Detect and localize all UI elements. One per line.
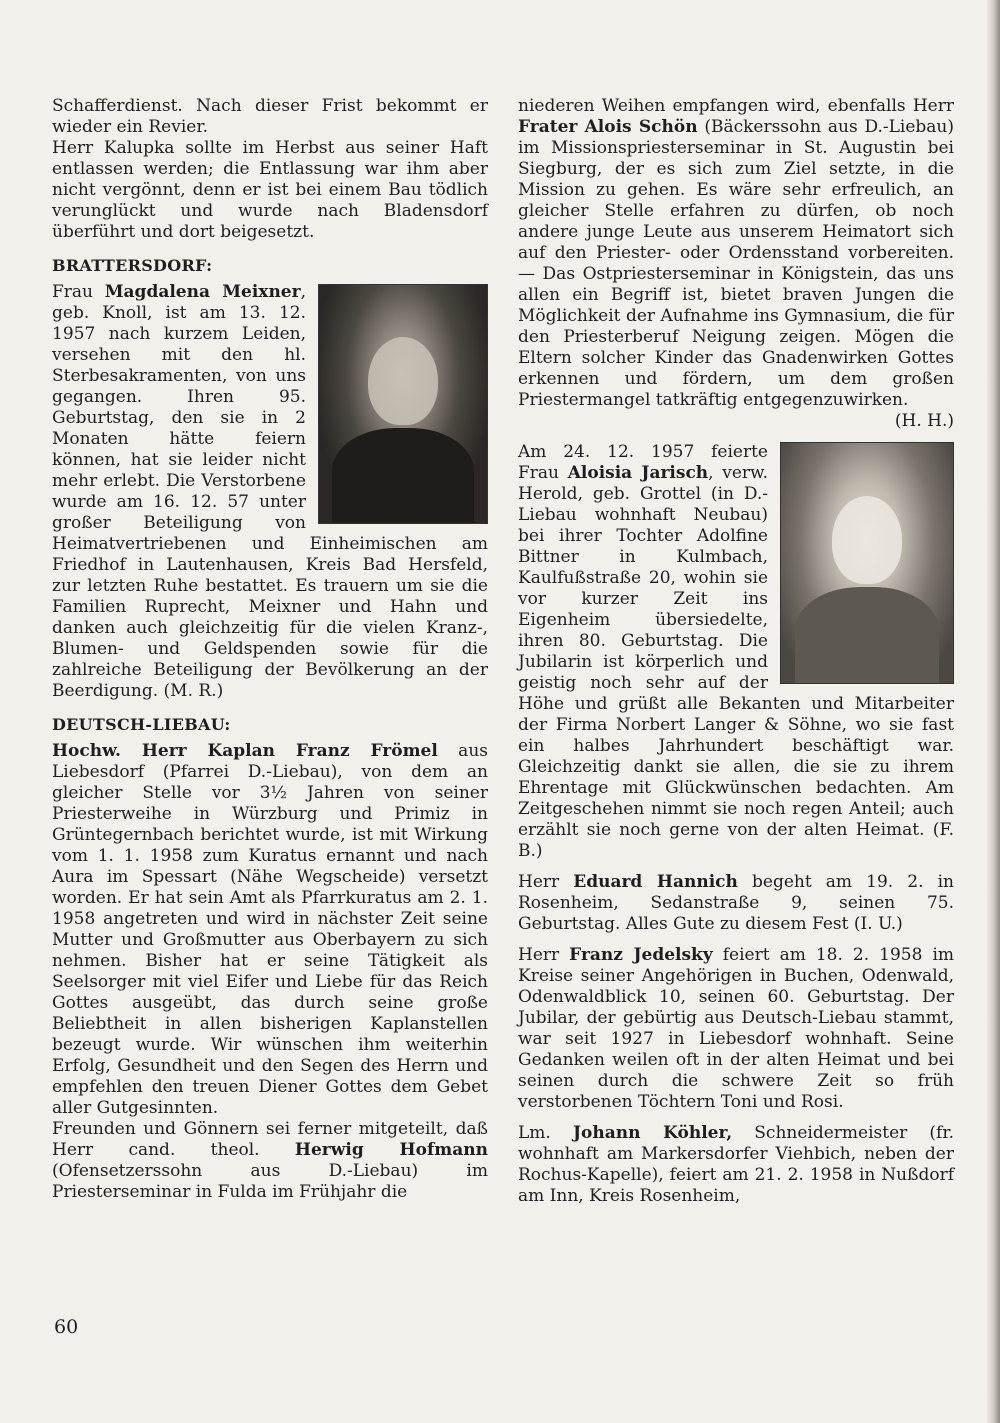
name-meixner: Magdalena Meixner [104,282,301,302]
page-edge-shadow [986,0,1000,1423]
paragraph-jedelsky: Herr Franz Jedelsky feiert am 18. 2. 1958 im Kreise seiner Angehörigen in Buchen, Odenwald, Odenwaldblick 10, seinen 60. Geburtstag. Der Jubilar, der gebürtig aus Deutsch-Liebau stammt, war seit 1927 in Liebesdorf wohnhaft. Seine Gedanken weilen oft in der alten Heimat und bei seinen durch die schwere Zeit so früh verstorbenen Töchtern Toni und Rosi. [518,945,955,1112]
page-number: 60 [54,1316,79,1338]
paragraph-jarisch: Am 24. 12. 1957 feierte Frau Aloisia Jarisch, verw. Herold, geb. Grottel (in D.-Liebau wohnhaft Neubau) bei ihrer Tochter Adolfine Bittner in Kulmbach, Kaulfußstraße 20, wohin sie vor kurzer Zeit ins Eigenheim übersiedelte, ihren 80. Geburtstag. Die Jubilarin ist körperlich und geistig noch sehr auf der Höhe und grüßt alle Bekanten und Mitarbeiter der Firma Norbert Langer & Söhne, wo sie fast ein halbes Jahrhundert beschäftigt war. Gleichzeitig dankt sie allen, die sie zu ihrem Ehrentage mit Glückwünschen bedachten. Am Zeitgeschehen nimmt sie noch regen Anteil; auch erzählt sie noch gerne von der alten Heimat. (F. B.) [518,442,954,861]
paragraph-koehler: Lm. Johann Köhler, Schneidermeister (fr. wohnhaft am Markersdorfer Viehbich, neben der Rochus-Kapelle), feiert am 21. 2. 1958 in Nußdorf am Inn, Kreis Rosenheim, [518,1123,954,1206]
paragraph-schafferdienst: Schafferdienst. Nach dieser Frist bekommt er wieder ein Revier. [52,96,488,137]
right-column [518,96,954,1207]
name-hannich: Eduard Hannich [573,872,738,892]
name-jedelsky: Franz Jedelsky [569,945,713,965]
heading-deutsch-liebau: DEUTSCH-LIEBAU: [52,715,231,734]
signature-hh: (H. H.) [894,411,954,431]
paragraph-hannich: Herr Eduard Hannich begeht am 19. 2. in Rosenheim, Sedanstraße 9, seinen 75. Geburtstag. Alles Gute zu diesem Fest (I. U.) [518,872,954,934]
paragraph-hofmann: Freunden und Gönnern sei ferner mitgeteilt, daß Herr cand. theol. Herwig Hofmann (Ofensetzerssohn aus D.-Liebau) im Priesterseminar in Fulda im Frühjahr die [52,1119,488,1202]
paragraph-meixner: Frau Magdalena Meixner, geb. Knoll, ist am 13. 12. 1957 nach kurzem Leiden, versehen mit den hl. Sterbesakramenten, von uns gegangen. Ihren 95. Geburtstag, den sie in 2 Monaten hätte feiern können, hat sie leider nicht mehr erlebt. Die Verstorbene wurde am 16. 12. 57 unter großer Beteiligung von Heimatvertriebenen und Einheimischen am Friedhof in Lautenhausen, Kreis Bad Hersfeld, zur letzten Ruhe bestattet. Es trauern um sie die Familien Ruprecht, Meixner und Hahn und danken auch gleichzeitig für die vielen Kranz-, Blumen- und Geldspenden sowie für die zahlreiche Beteiligung der Bevölkerung an der Beerdigung. (M. R.) [52,282,488,701]
name-hofmann: Herwig Hofmann [294,1140,488,1160]
paragraph-froemel: Hochw. Herr Kaplan Franz Frömel aus Liebesdorf (Pfarrei D.-Liebau), von dem an gleicher Stelle vor 3½ Jahren von seiner Priesterweihe in Würzburg und Primiz in Grüntegernbach berichtet wurde, ist mit Wirkung vom 1. 1. 1958 zum Kuratus ernannt und nach Aura im Spessart (Nähe Wegscheide) versetzt worden. Er hat sein Amt als Pfarrkuratus am 2. 1. 1958 angetreten und wird in nächster Zeit seine Mutter und Großmutter aus Oberbayern zu sich nehmen. Bisher hat er seine Tätigkeit als Seelsorger mit viel Eifer und Liebe für das Reich Gottes ausgeübt, das durch seine große Beliebtheit in allen bisherigen Kaplanstellen bezeugt wurde. Wir wünschen ihm weiterhin Erfolg, Gesundheit und den Segen des Herrn und empfehlen den treuen Diener Gottes dem Gebet aller Gutgesinnten. [52,741,488,1118]
name-jarisch: Aloisia Jarisch [567,463,709,483]
portrait-photo-meixner [318,284,488,524]
name-koehler: Johann Köhler, [572,1123,733,1143]
paragraph-kalupka: Herr Kalupka sollte im Herbst aus seiner Haft entlassen werden; die Entlassung war ihm aber nicht vergönnt, denn er ist bei einem Bau tödlich verunglückt und wurde nach Bladensdorf überführt und dort beigesetzt. [52,138,488,242]
portrait-photo-jarisch [780,442,954,684]
name-schoen: Frater Alois Schön [518,117,698,137]
left-column [52,96,488,1203]
heading-brattersdorf: BRATTERSDORF: [52,256,213,275]
paragraph-schoen: niederen Weihen empfangen wird, ebenfalls Herr Frater Alois Schön (Bäckerssohn aus D.-Liebau) im Missionspriesterseminar in St. Augustin bei Siegburg, der es sich zum Ziel setzte, in die Mission zu gehen. Es wäre sehr erfreulich, an gleicher Stelle erfahren zu dürfen, ob noch andere junge Leute aus unserem Heimatort sich auf den Priester- oder Ordensstand vorbereiten. — Das Ostpriesterseminar in Königstein, das uns allen ein Begriff ist, bietet braven Jungen die Möglichkeit der Aufnahme ins Gymnasium, die für den Priesterberuf Neigung zeigen. Mögen die Eltern solcher Kinder das Gnadenwirken Gottes erkennen und fördern, um dem großen Priestermangel tatkräftig entgegenzuwirken. [518,96,954,410]
name-froemel: Hochw. Herr Kaplan Franz Frömel [52,741,438,761]
